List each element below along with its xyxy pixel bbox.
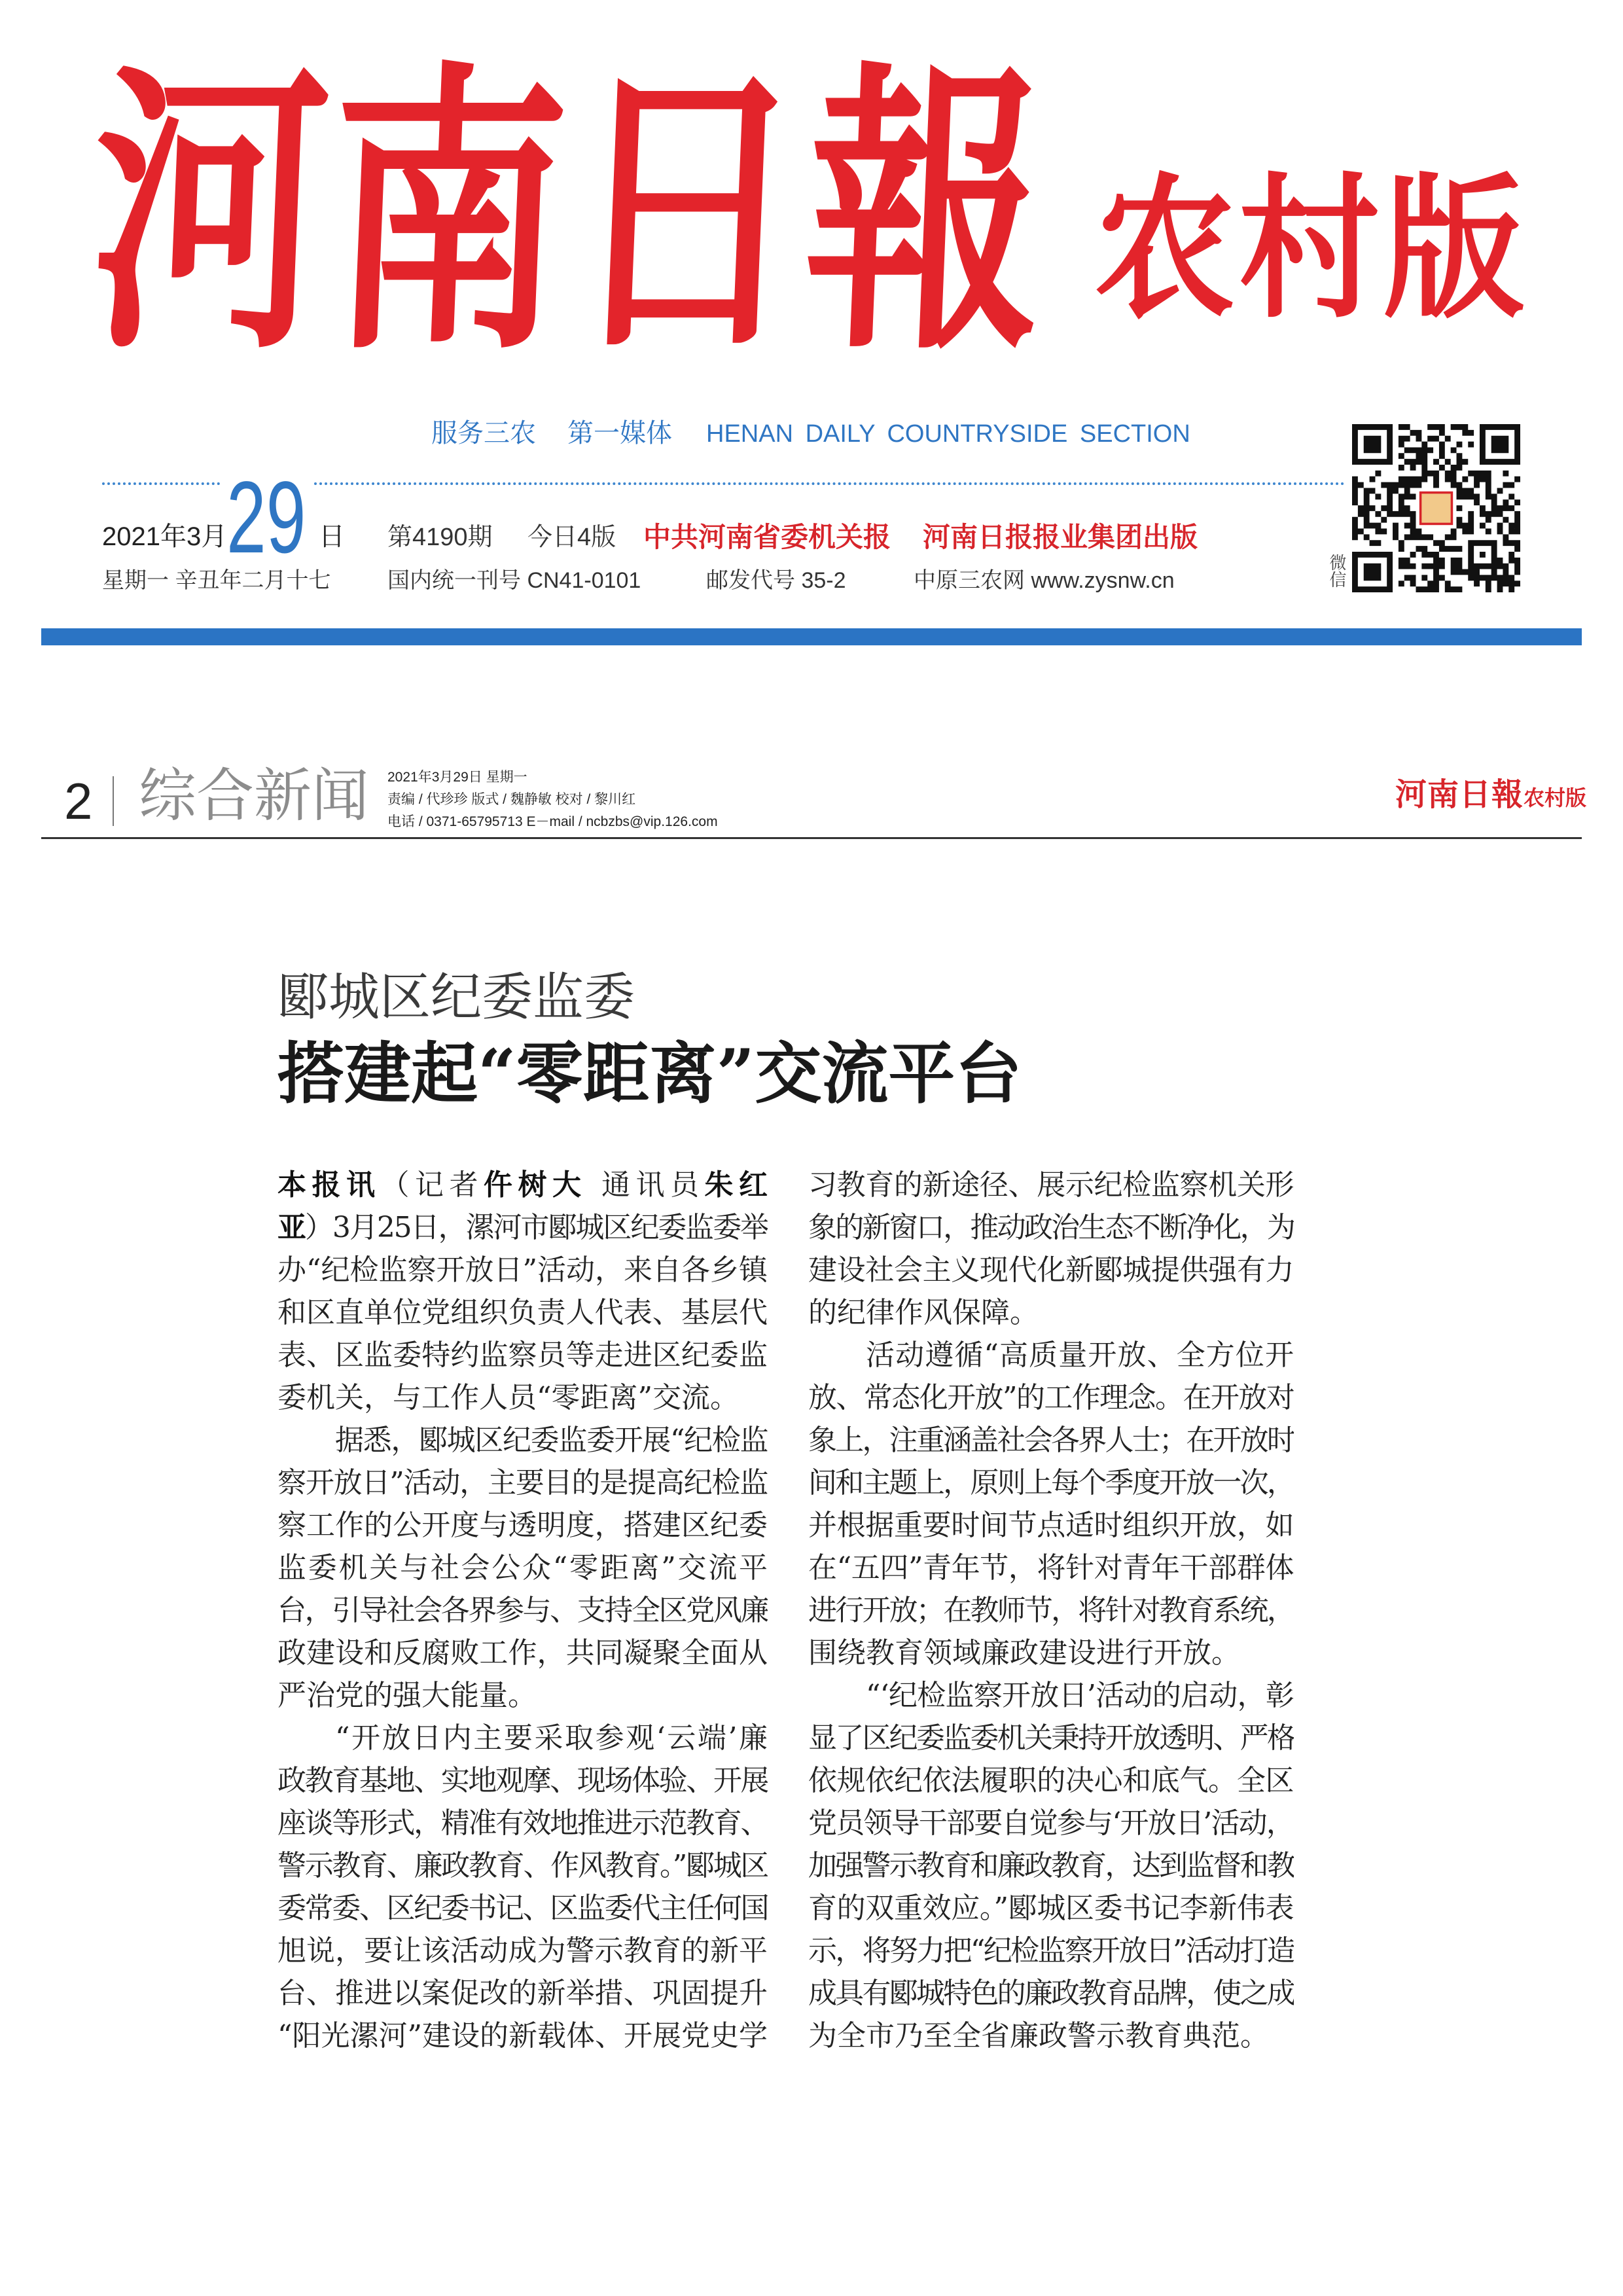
section-contact: 电话 / 0371-65795713 E－mail / ncbzbs@vip.126.com xyxy=(387,814,718,829)
text-line: 委常委、区纪委书记、区监委代主任何国 xyxy=(277,1892,768,1925)
text-line: 显了区纪委监委机关秉持开放透明、严格 xyxy=(808,1721,1294,1755)
qr-code xyxy=(1352,424,1520,592)
text-line: “阳光漯河”建设的新载体、开展党史学 xyxy=(277,2019,768,2053)
section-info xyxy=(387,766,718,833)
section-date: 2021年3月29日 星期一 xyxy=(387,770,527,785)
issue-date-prefix: 2021年3月 xyxy=(102,522,228,551)
dotted-divider xyxy=(102,482,220,485)
text-line: 围绕教育领域廉政建设进行开放。 xyxy=(808,1636,1240,1670)
text-line: 象上，注重涵盖社会各界人士；在开放时 xyxy=(808,1424,1294,1457)
byline-text: ）3月25日，漯河市郾城区纪委监委举 xyxy=(304,1211,768,1244)
text-line xyxy=(277,1164,768,1206)
article-column-right xyxy=(808,1164,1294,2057)
text-line xyxy=(277,1206,768,1249)
text-line: 察工作的公开度与透明度，搭建区纪委 xyxy=(277,1509,768,1542)
text-line: 的纪律作风保障。 xyxy=(808,1296,1039,1329)
text-line: 依规依纪依法履职的决心和底气。全区 xyxy=(808,1764,1294,1797)
section-title: 综合新闻 xyxy=(139,763,370,828)
tagline-slogan-2: 第一媒体 xyxy=(567,419,672,448)
section-rule xyxy=(41,837,1582,839)
byline-text: 通讯员 xyxy=(586,1168,705,1202)
text-line: 表、区监委特约监察员等走进区纪委监 xyxy=(277,1338,768,1372)
website: 中原三农网 www.zysnw.cn xyxy=(914,568,1175,593)
text-line: 间和主题上，原则上每个季度开放一次， xyxy=(808,1466,1294,1499)
text-line: 育的双重效应。”郾城区委书记李新伟表 xyxy=(808,1892,1294,1925)
text-line: 和区直单位党组织负责人代表、基层代 xyxy=(277,1296,768,1329)
text-line: 党员领导干部要自觉参与‘开放日’活动， xyxy=(808,1806,1294,1840)
text-line: “‘纪检监察开放日’活动的启动，彰 xyxy=(866,1679,1294,1712)
text-line: 为全市乃至全省廉政警示教育典范。 xyxy=(808,2019,1269,2053)
text-line: 加强警示教育和廉政教育，达到监督和教 xyxy=(808,1849,1294,1882)
issue-day: 29 xyxy=(226,461,306,575)
masthead-logo: 河南日報 xyxy=(84,35,1052,390)
text-line: 活动遵循“高质量开放、全方位开 xyxy=(866,1338,1294,1372)
byline-text: （记者 xyxy=(380,1168,484,1202)
weekday-lunar-date: 星期一 辛丑年二月十七 xyxy=(102,568,331,593)
qr-center-logo xyxy=(1421,493,1452,524)
article-kicker: 郾城区纪委监委 xyxy=(277,968,635,1026)
text-line: 习教育的新途径、展示纪检监察机关形 xyxy=(808,1168,1294,1202)
tagline-slogan-1: 服务三农 xyxy=(431,419,536,448)
text-line: 放、常态化开放”的工作理念。在开放对 xyxy=(808,1381,1294,1414)
text-line: 据悉，郾城区纪委监委开展“纪检监 xyxy=(335,1424,768,1457)
text-line: 委机关，与工作人员“零距离”交流。 xyxy=(277,1381,739,1414)
text-line: 进行开放；在教师节，将针对教育系统， xyxy=(808,1594,1294,1627)
article-column-left xyxy=(277,1164,768,2057)
text-line: 示，将努力把“纪检监察开放日”活动打造 xyxy=(808,1934,1294,1967)
small-logo-title: 河南日報 xyxy=(1395,776,1524,813)
small-logo-edition: 农村版 xyxy=(1523,786,1586,810)
correspondent-name: 朱红 xyxy=(704,1168,768,1202)
text-line: 政建设和反腐败工作，共同凝聚全面从 xyxy=(277,1636,768,1670)
text-line: 政教育基地、实地观摩、现场体验、开展 xyxy=(277,1764,768,1797)
section-staff: 责编 / 代珍珍 版式 / 魏静敏 校对 / 黎川红 xyxy=(387,792,636,807)
text-line: 旭说，要让该活动成为警示教育的新平 xyxy=(277,1934,768,1967)
masthead-blue-bar xyxy=(41,628,1582,645)
article-headline: 搭建起“零距离”交流平台 xyxy=(277,1035,1022,1113)
postal-code: 邮发代号 35-2 xyxy=(706,568,846,593)
text-line: 严治党的强大能量。 xyxy=(277,1679,537,1712)
text-line: 建设社会主义现代化新郾城提供强有力 xyxy=(808,1253,1294,1287)
page-number: 2 xyxy=(64,772,93,830)
text-line: 成具有郾城特色的廉政教育品牌，使之成 xyxy=(808,1977,1294,2010)
text-line: 在“五四”青年节，将针对青年干部群体 xyxy=(808,1551,1294,1585)
issn: 国内统一刊号 CN41-0101 xyxy=(387,568,641,593)
text-line: 台、推进以案促改的新举措、巩固提升 xyxy=(277,1977,768,2010)
page-divider xyxy=(113,776,114,826)
tagline-english: HENAN DAILY COUNTRYSIDE SECTION xyxy=(706,420,1190,448)
reporter-name: 仵树大 xyxy=(484,1168,587,1202)
text-line: 座谈等形式，精准有效地推进示范教育、 xyxy=(277,1806,768,1840)
masthead-edition: 农村版 xyxy=(1094,162,1528,336)
wechat-label: 微信 xyxy=(1327,554,1347,588)
text-line: 办“纪检监察开放日”活动，来自各乡镇 xyxy=(277,1253,768,1287)
text-line: 察开放日”活动，主要目的是提高纪检监 xyxy=(277,1466,768,1499)
dateline-label: 本报讯 xyxy=(277,1168,381,1202)
text-line: 警示教育、廉政教育、作风教育。”郾城区 xyxy=(277,1849,768,1882)
small-masthead-logo xyxy=(1395,776,1586,813)
text-line: 并根据重要时间节点适时组织开放，如 xyxy=(808,1509,1294,1542)
text-line: 象的新窗口，推动政治生态不断净化，为 xyxy=(808,1211,1294,1244)
issue-number: 第4190期 xyxy=(387,524,493,551)
pages-today: 今日4版 xyxy=(527,524,616,551)
text-line: 监委机关与社会公众“零距离”交流平 xyxy=(277,1551,768,1585)
dotted-divider xyxy=(314,482,1345,485)
text-line: 台，引导社会各界参与、支持全区党风廉 xyxy=(277,1594,768,1627)
issue-day-suffix: 日 xyxy=(319,522,345,551)
party-organ: 中共河南省委机关报 xyxy=(643,522,891,552)
text-line: “开放日内主要采取参观‘云端’廉 xyxy=(335,1721,768,1755)
correspondent-name: 亚 xyxy=(277,1211,305,1244)
publisher: 河南日报报业集团出版 xyxy=(923,522,1198,552)
